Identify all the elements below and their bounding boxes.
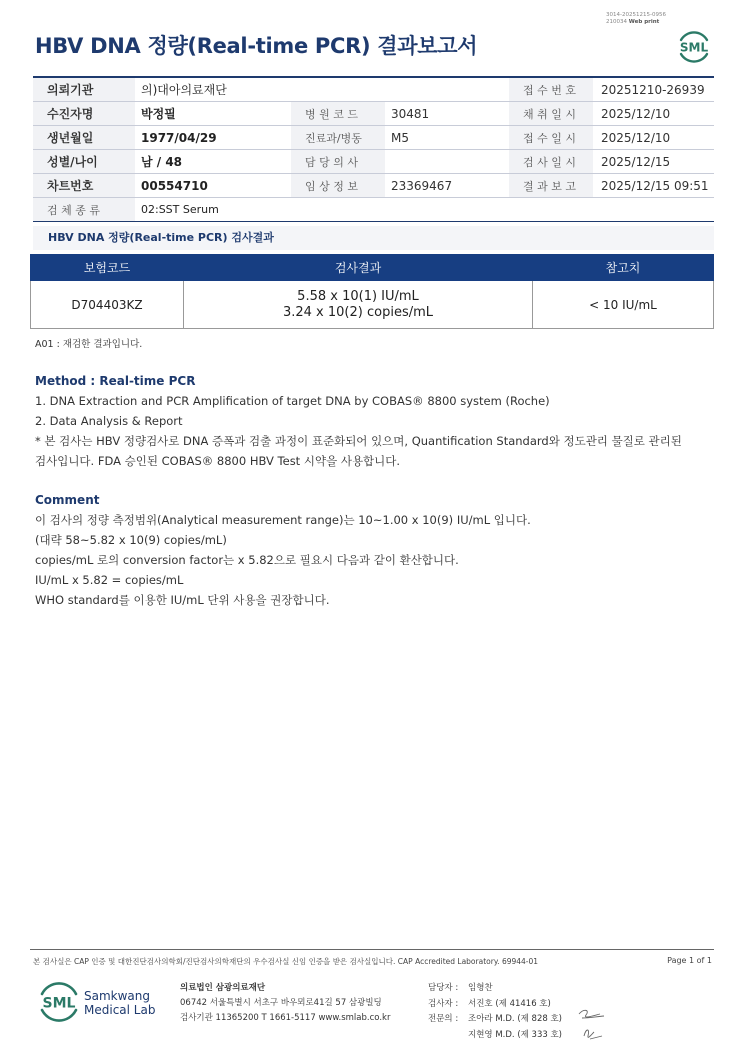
column-header: 보험코드 [31,255,184,281]
info-value: 의)대아의료재단 [135,77,291,102]
staff-row [428,1012,562,1028]
print-code-line1: 3014-20251215-0956 [606,12,666,18]
comment-section [35,490,715,610]
page-number: Page 1 of 1 [667,956,712,965]
method-heading: Method : Real-time PCR [35,374,196,388]
org-address: 06742 서울특별시 서초구 바우뫼로41길 57 삼광빌딩 [180,998,382,1008]
signature-icon [576,1006,610,1046]
result-table [30,254,714,329]
web-print-label: Web print [628,19,660,25]
staff-row [428,1028,562,1044]
staff-row [428,981,562,997]
certification-text: 본 검사실은 CAP 인증 및 대한진단검사의학회/진단검사의학재단의 우수검사실 신임 인증을 받은 검사실입니다. CAP Accredited Laboratory. 69944-01 [33,957,539,966]
org-name: 의료법인 삼광의료재단 [180,983,266,993]
comment-line: (대략 58~5.82 x 10(9) copies/mL) [35,533,227,547]
info-row [33,102,714,126]
staff-label: 전문의 : [428,1014,459,1024]
comment-line: WHO standard를 이용한 IU/mL 단위 사용을 권장합니다. [35,593,330,607]
staff-label: 담당자 : [428,983,459,993]
info-label: 담 당 의 사 [291,150,385,174]
column-header: 검사결과 [184,255,533,281]
info-value: 2025/12/10 [593,102,714,126]
staff-value: 임형찬 [468,983,493,993]
info-label: 접 수 번 호 [509,77,593,102]
info-label: 접 수 일 시 [509,126,593,150]
comment-line: IU/mL x 5.82 = copies/mL [35,573,184,587]
page-title: HBV DNA 정량(Real-time PCR) 결과보고서 [35,34,478,58]
logo-text: SML [679,40,709,55]
column-header: 참고치 [533,255,714,281]
test-result [184,281,533,329]
method-line: 검사입니다. FDA 승인된 COBAS® 8800 HBV Test 시약을 사용합니다. [35,454,401,468]
result-header-row [31,255,714,281]
birth-date: 1977/04/29 [135,126,291,150]
reference-range: < 10 IU/mL [533,281,714,329]
staff-list [428,981,562,1043]
info-label: 수진자명 [33,102,135,126]
info-row [33,198,714,222]
info-row [33,174,714,198]
staff-value: 지현영 M.D. (제 333 호) [468,1029,563,1040]
staff-label: 검사자 : [428,998,459,1009]
staff-row [428,997,562,1013]
staff-value: 조아라 M.D. (제 828 호) [468,1014,563,1024]
info-value: 2025/12/15 [593,150,714,174]
info-label: 결 과 보 고 [509,174,593,198]
logo-name-line1: Samkwang [84,989,150,1003]
info-row [33,126,714,150]
info-value: 23369467 [385,174,509,198]
info-value [385,77,509,102]
info-label: 병 원 코 드 [291,102,385,126]
staff-value: 서진호 (제 41416 호) [468,998,551,1009]
info-value [385,150,509,174]
info-label: 검 사 일 시 [509,150,593,174]
info-value: 30481 [385,102,509,126]
retest-note: A01 : 재검한 결과입니다. [35,339,143,350]
org-contact: 검사기관 11365200 T 1661-5117 www.smlab.co.kr [180,1013,391,1023]
info-label: 차트번호 [33,174,135,198]
result-iu: 5.58 x 10(1) IU/mL [297,288,419,304]
info-value: 2025/12/10 [593,126,714,150]
comment-line: copies/mL 로의 conversion factor는 x 5.82으로 필요시 다음과 같이 환산합니다. [35,553,459,567]
footer-divider [30,949,714,950]
info-label: 임 상 정 보 [291,174,385,198]
comment-line: 이 검사의 정량 측정범위(Analytical measurement range)는 10~1.00 x 10(9) IU/mL 입니다. [35,513,531,527]
patient-info-table [33,76,714,222]
chart-number: 00554710 [135,174,291,198]
logo-text: SML [42,995,76,1012]
method-line: 2. Data Analysis & Report [35,414,183,428]
specimen-type: 02:SST Serum [135,198,714,222]
info-row [33,77,714,102]
info-label: 검 체 종 류 [33,198,135,222]
sml-logo-icon [674,26,714,66]
info-value: 20251210-26939 [593,77,714,102]
result-row [31,281,714,329]
logo-name-line2: Medical Lab [84,1003,156,1017]
patient-name: 박정필 [135,102,291,126]
info-label: 생년월일 [33,126,135,150]
info-row [33,150,714,174]
info-label: 성별/나이 [33,150,135,174]
info-label [291,77,385,102]
sex-age: 남 / 48 [135,150,291,174]
insurance-code: D704403KZ [31,281,184,329]
section-title: HBV DNA 정량(Real-time PCR) 검사결과 [33,226,714,250]
print-code-line2: 210034 Web print [606,19,660,25]
method-line: 1. DNA Extraction and PCR Amplification of target DNA by COBAS® 8800 system (Roche) [35,394,550,408]
info-value: M5 [385,126,509,150]
info-value: 2025/12/15 09:51 [593,174,714,198]
info-label: 의뢰기관 [33,77,135,102]
result-copies: 3.24 x 10(2) copies/mL [282,304,433,320]
method-section [35,371,715,471]
organization-info [180,981,390,1026]
method-line: * 본 검사는 HBV 정량검사로 DNA 증폭과 검출 과정이 표준화되어 있으며, Quantification Standard와 정도관리 물질로 관리된 [35,434,682,448]
print-code [606,12,666,26]
samkwang-logo-icon [38,980,160,1024]
info-label: 진료과/병동 [291,126,385,150]
info-label: 채 취 일 시 [509,102,593,126]
comment-heading: Comment [35,493,100,507]
